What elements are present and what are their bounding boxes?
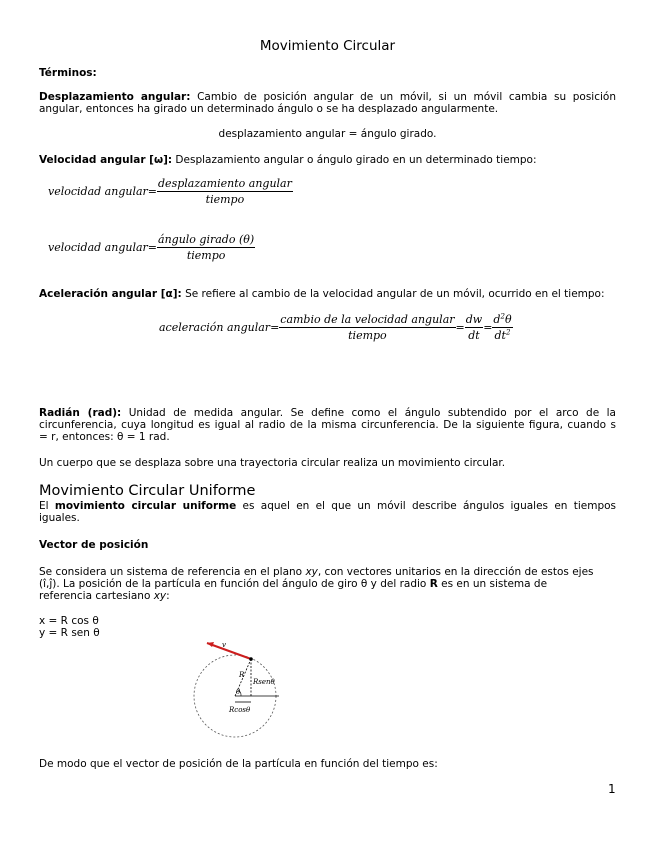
vel-text: Desplazamiento angular o ángulo girado en un determinado tiempo: [175, 154, 537, 166]
cuerpo-paragraph: Un cuerpo que se desplaza sobre una trayectoria circular realiza un movimiento circular. [39, 457, 506, 469]
rsen-label: Rsenθ [253, 678, 275, 686]
mcu-paragraph: El movimiento circular uniforme es aquel en el que un móvil describe ángulos iguales en tiempos iguales. [39, 500, 617, 524]
desp-line1: Cambio de posición angular de un móvil, si un móvil cambia su posición [197, 91, 616, 103]
desp-paragraph [39, 91, 616, 115]
acc-equation: aceleración angular = $\frac{\text{cambio de la velocidad angular}}{\text{tiempo}}$ = $\frac{dw}{dt}$ = $\frac{d^2\theta}{dt^2}$ [159, 312, 512, 342]
vector-paragraph: Se considera un sistema de referencia en el plano xy, con vectores unitarios en la dirección de estos ejes (î,ĵ). La posición de la partícula en función del ángulo de giro θ y del radio R es en un sistema de referencia cartesiano xy: [39, 566, 594, 602]
rad-line2: circunferencia, cuya longitud es igual al radio de la misma circunferencia. De la siguiente figura, cuando s [39, 419, 616, 431]
vel-paragraph [39, 154, 616, 166]
theta-label: θ [236, 688, 241, 696]
vector-heading: Vector de posición [39, 539, 149, 551]
acc-paragraph [39, 288, 616, 300]
rcos-label: Rcosθ [229, 706, 251, 714]
x-equation: x = R cos θ [39, 615, 99, 627]
desp-line2: angular, entonces ha girado un determinado ángulo o se ha desplazado angularmente. [39, 103, 499, 115]
particle-dot [249, 657, 253, 661]
acc-text: Se refiere al cambio de la velocidad angular de un móvil, ocurrido en el tiempo: [185, 288, 605, 300]
page-number: 1 [608, 782, 616, 796]
desp-formula: desplazamiento angular = ángulo girado. [218, 128, 437, 140]
rad-line1: Unidad de medida angular. Se define como el ángulo subtendido por el arco de la [128, 407, 616, 419]
v-label: v [222, 641, 226, 649]
acc-label: Aceleración angular [α]: [39, 288, 182, 300]
terms-heading: Términos: [39, 67, 97, 79]
r-label: R [239, 671, 245, 679]
page-title: Movimiento Circular [259, 38, 396, 54]
rad-paragraph [39, 407, 616, 443]
vel-label: Velocidad angular [ω]: [39, 154, 173, 166]
mcu-heading: Movimiento Circular Uniforme [39, 483, 256, 499]
rad-line3: = r, entonces: θ = 1 rad. [39, 431, 170, 443]
rad-label: Radián (rad): [39, 407, 122, 419]
mcu-bold: movimiento circular uniforme [54, 500, 237, 512]
vel-equation-2: velocidad angular = $\frac{\text{ángulo girado (θ)}}{\text{tiempo}}$ [48, 233, 255, 262]
circle-figure [189, 638, 329, 743]
vel-equation-1: velocidad angular = $\frac{\text{desplazamiento angular}}{\text{tiempo}}$ [48, 177, 292, 206]
desp-label: Desplazamiento angular: [39, 91, 191, 103]
y-equation: y = R sen θ [39, 627, 100, 639]
closing-paragraph: De modo que el vector de posición de la partícula en función del tiempo es: [39, 758, 438, 770]
velocity-vector [207, 643, 251, 659]
